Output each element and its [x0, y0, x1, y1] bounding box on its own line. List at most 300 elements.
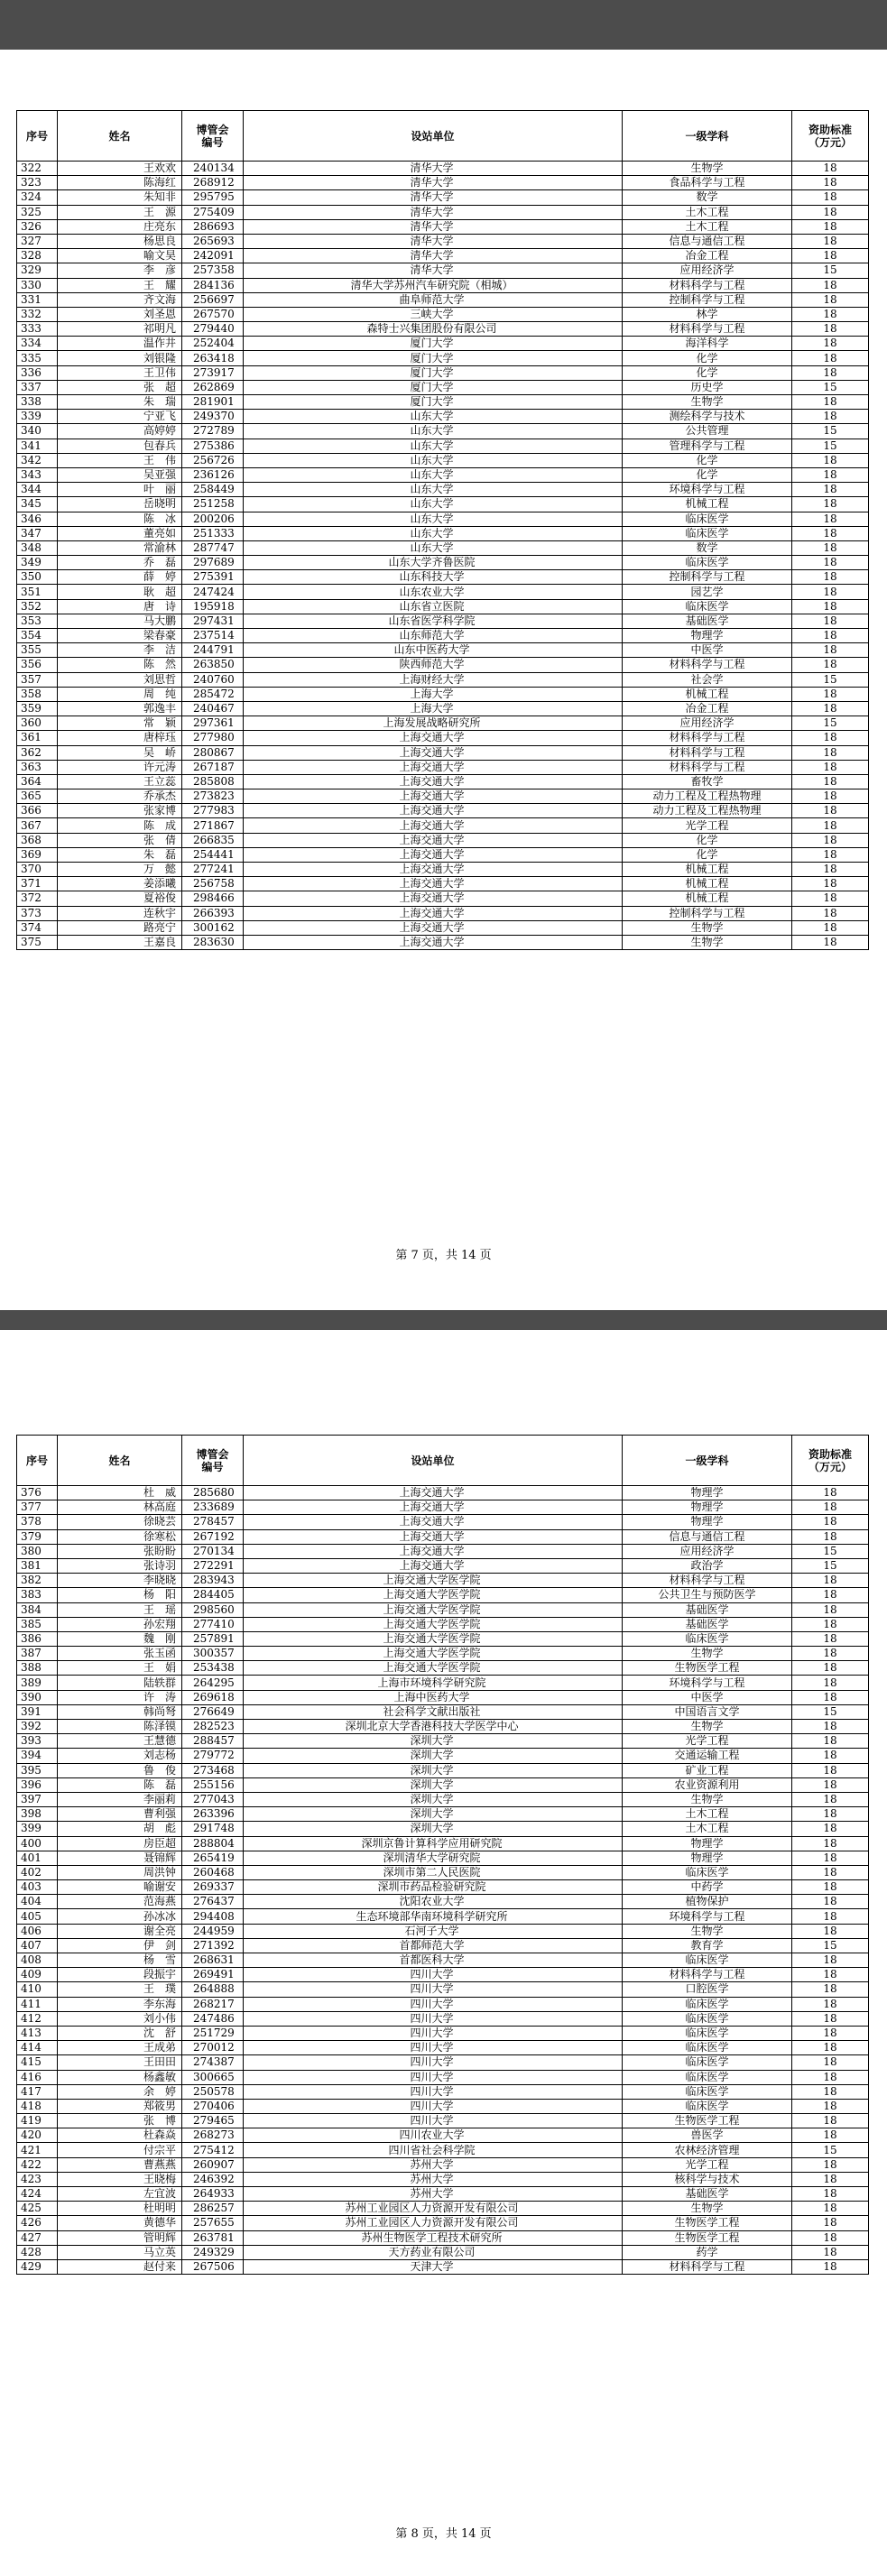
cell-unit: 苏州大学	[244, 2172, 623, 2186]
cell-index: 361	[17, 731, 58, 745]
cell-name: 唐梓珏	[58, 731, 182, 745]
cell-standard: 18	[792, 891, 869, 906]
cell-name: 韩尚弩	[58, 1704, 182, 1719]
cell-unit: 山东农业大学	[244, 585, 623, 599]
cell-unit: 四川大学	[244, 2011, 623, 2026]
cell-standard: 18	[792, 847, 869, 862]
cell-discipline: 机械工程	[623, 891, 792, 906]
cell-index: 394	[17, 1749, 58, 1763]
cell-name: 万 懿	[58, 863, 182, 877]
funding-table-page-8	[16, 1435, 869, 2275]
cell-name: 王 璞	[58, 1982, 182, 1997]
cell-index: 359	[17, 701, 58, 716]
cell-index: 349	[17, 556, 58, 570]
cell-standard: 18	[792, 249, 869, 263]
cell-standard: 18	[792, 789, 869, 804]
cell-index: 384	[17, 1602, 58, 1617]
cell-number: 300357	[182, 1647, 244, 1661]
table-row	[17, 1895, 869, 1909]
cell-discipline: 土木工程	[623, 219, 792, 234]
cell-discipline: 物理学	[623, 1500, 792, 1515]
cell-discipline: 环境科学与工程	[623, 483, 792, 497]
cell-standard: 18	[792, 2230, 869, 2245]
cell-name: 王 源	[58, 205, 182, 219]
header-standard-text: 资助标准 （万元）	[808, 123, 852, 149]
cell-standard: 15	[792, 380, 869, 394]
cell-name: 郑筱男	[58, 2099, 182, 2113]
header-unit: 设站单位	[244, 111, 623, 162]
cell-number: 249370	[182, 410, 244, 424]
table-row	[17, 935, 869, 949]
cell-discipline: 生物学	[623, 1924, 792, 1938]
cell-standard: 18	[792, 1661, 869, 1676]
cell-name: 孙宏翔	[58, 1617, 182, 1631]
cell-name: 王晓梅	[58, 2172, 182, 2186]
cell-index: 383	[17, 1588, 58, 1602]
cell-standard: 18	[792, 2172, 869, 2186]
table-row	[17, 672, 869, 687]
cell-name: 刘思哲	[58, 672, 182, 687]
cell-name: 张 超	[58, 380, 182, 394]
table-row	[17, 1953, 869, 1968]
cell-index: 410	[17, 1982, 58, 1997]
cell-discipline: 口腔医学	[623, 1982, 792, 1997]
page-separator-bar	[0, 1310, 887, 1330]
cell-discipline: 化学	[623, 365, 792, 380]
cell-name: 唐 诗	[58, 599, 182, 614]
cell-discipline: 管理科学与工程	[623, 439, 792, 453]
table-row	[17, 629, 869, 643]
cell-discipline: 生物学	[623, 395, 792, 410]
cell-name: 王 瑶	[58, 1602, 182, 1617]
table-row	[17, 1807, 869, 1822]
cell-standard: 18	[792, 540, 869, 555]
cell-name: 陈 然	[58, 658, 182, 672]
table-row	[17, 2128, 869, 2143]
cell-discipline: 机械工程	[623, 877, 792, 891]
cell-standard: 18	[792, 292, 869, 307]
cell-number: 270406	[182, 2099, 244, 2113]
table-row	[17, 1588, 869, 1602]
cell-unit: 山东大学	[244, 540, 623, 555]
table-row	[17, 512, 869, 526]
table-row	[17, 278, 869, 292]
table-row	[17, 2099, 869, 2113]
table-row	[17, 1865, 869, 1879]
cell-number: 298466	[182, 891, 244, 906]
cell-index: 427	[17, 2230, 58, 2245]
table-row	[17, 540, 869, 555]
cell-discipline: 冶金工程	[623, 701, 792, 716]
cell-number: 298560	[182, 1602, 244, 1617]
cell-discipline: 核科学与技术	[623, 2172, 792, 2186]
cell-name: 张 倩	[58, 833, 182, 847]
cell-discipline: 临床医学	[623, 1631, 792, 1646]
table-row	[17, 1617, 869, 1631]
cell-standard: 18	[792, 234, 869, 248]
table-row	[17, 2172, 869, 2186]
cell-discipline: 机械工程	[623, 497, 792, 512]
cell-standard: 18	[792, 1777, 869, 1792]
cell-standard: 15	[792, 2143, 869, 2157]
cell-unit: 四川大学	[244, 2055, 623, 2070]
cell-name: 齐文海	[58, 292, 182, 307]
cell-standard: 18	[792, 365, 869, 380]
cell-unit: 山东大学	[244, 526, 623, 540]
cell-name: 林高庭	[58, 1500, 182, 1515]
cell-standard: 18	[792, 1749, 869, 1763]
cell-number: 258449	[182, 483, 244, 497]
table-row	[17, 760, 869, 774]
cell-index: 386	[17, 1631, 58, 1646]
cell-index: 374	[17, 920, 58, 935]
table-row	[17, 804, 869, 818]
table-row	[17, 920, 869, 935]
cell-name: 张诗羽	[58, 1558, 182, 1573]
header-unit: 设站单位	[244, 1436, 623, 1486]
cell-unit: 苏州生物医学工程技术研究所	[244, 2230, 623, 2245]
cell-standard: 18	[792, 205, 869, 219]
cell-name: 刘小伟	[58, 2011, 182, 2026]
cell-unit: 厦门大学	[244, 365, 623, 380]
cell-name: 陈 冰	[58, 512, 182, 526]
cell-name: 鲁 俊	[58, 1763, 182, 1777]
table-row	[17, 774, 869, 789]
cell-index: 412	[17, 2011, 58, 2026]
cell-unit: 曲阜师范大学	[244, 292, 623, 307]
cell-standard: 18	[792, 2026, 869, 2040]
cell-standard: 18	[792, 1734, 869, 1749]
cell-discipline: 社会学	[623, 672, 792, 687]
table-row	[17, 1704, 869, 1719]
cell-standard: 18	[792, 322, 869, 337]
cell-index: 369	[17, 847, 58, 862]
cell-number: 263781	[182, 2230, 244, 2245]
cell-standard: 18	[792, 2128, 869, 2143]
cell-unit: 深圳市药品检验研究院	[244, 1880, 623, 1895]
cell-discipline: 土木工程	[623, 1822, 792, 1836]
cell-unit: 四川大学	[244, 2084, 623, 2099]
table-row	[17, 614, 869, 628]
table-row	[17, 1968, 869, 1982]
cell-number: 267192	[182, 1529, 244, 1544]
cell-unit: 四川大学	[244, 1968, 623, 1982]
cell-name: 连秋宇	[58, 906, 182, 920]
cell-name: 杨 阳	[58, 1588, 182, 1602]
cell-discipline: 生物学	[623, 1647, 792, 1661]
cell-discipline: 教育学	[623, 1938, 792, 1953]
cell-unit: 厦门大学	[244, 395, 623, 410]
cell-discipline: 生物医学工程	[623, 1661, 792, 1676]
cell-name: 路亮宁	[58, 920, 182, 935]
cell-name: 王嘉良	[58, 935, 182, 949]
cell-standard: 18	[792, 307, 869, 321]
cell-index: 356	[17, 658, 58, 672]
cell-index: 373	[17, 906, 58, 920]
cell-name: 余 婷	[58, 2084, 182, 2099]
cell-name: 陈 成	[58, 818, 182, 833]
cell-number: 249329	[182, 2245, 244, 2259]
cell-name: 张 博	[58, 2114, 182, 2128]
header-number	[182, 111, 244, 162]
cell-number: 284136	[182, 278, 244, 292]
cell-unit: 上海交通大学	[244, 1515, 623, 1529]
table-row	[17, 483, 869, 497]
cell-number: 265419	[182, 1851, 244, 1865]
cell-discipline: 生物学	[623, 920, 792, 935]
cell-name: 许元涛	[58, 760, 182, 774]
cell-standard: 18	[792, 512, 869, 526]
table-row	[17, 1720, 869, 1734]
cell-number: 277043	[182, 1792, 244, 1806]
cell-number: 285472	[182, 687, 244, 701]
table-row	[17, 2202, 869, 2216]
table-row	[17, 1631, 869, 1646]
cell-number: 277241	[182, 863, 244, 877]
cell-discipline: 生物学	[623, 1792, 792, 1806]
cell-discipline: 基础医学	[623, 614, 792, 628]
cell-index: 323	[17, 176, 58, 190]
cell-unit: 苏州大学	[244, 2187, 623, 2202]
cell-index: 368	[17, 833, 58, 847]
cell-standard: 18	[792, 1982, 869, 1997]
cell-number: 275386	[182, 439, 244, 453]
table-row	[17, 190, 869, 205]
table-row	[17, 1647, 869, 1661]
cell-discipline: 物理学	[623, 1851, 792, 1865]
cell-name: 王欢欢	[58, 162, 182, 176]
cell-discipline: 物理学	[623, 1515, 792, 1529]
cell-number: 275391	[182, 570, 244, 585]
cell-name: 杨思良	[58, 234, 182, 248]
table-row	[17, 2259, 869, 2274]
cell-discipline: 林学	[623, 307, 792, 321]
cell-unit: 上海财经大学	[244, 672, 623, 687]
cell-index: 366	[17, 804, 58, 818]
table-row	[17, 1500, 869, 1515]
cell-unit: 深圳大学	[244, 1734, 623, 1749]
cell-unit: 苏州工业园区人力资源开发有限公司	[244, 2202, 623, 2216]
cell-number: 255156	[182, 1777, 244, 1792]
cell-index: 413	[17, 2026, 58, 2040]
cell-index: 346	[17, 512, 58, 526]
cell-number: 244791	[182, 643, 244, 658]
cell-unit: 上海交通大学	[244, 891, 623, 906]
cell-standard: 18	[792, 877, 869, 891]
cell-index: 420	[17, 2128, 58, 2143]
table-header-row	[17, 111, 869, 162]
cell-index: 399	[17, 1822, 58, 1836]
table-row	[17, 1661, 869, 1676]
cell-index: 382	[17, 1574, 58, 1588]
cell-name: 杨鑫敏	[58, 2070, 182, 2084]
cell-discipline: 生物学	[623, 2202, 792, 2216]
cell-index: 365	[17, 789, 58, 804]
table-body-page-8	[17, 1486, 869, 2275]
cell-index: 353	[17, 614, 58, 628]
table-row	[17, 2055, 869, 2070]
cell-unit: 上海交通大学	[244, 1529, 623, 1544]
cell-standard: 18	[792, 2055, 869, 2070]
cell-index: 414	[17, 2041, 58, 2055]
table-row	[17, 351, 869, 365]
cell-discipline: 应用经济学	[623, 263, 792, 278]
cell-number: 276437	[182, 1895, 244, 1909]
cell-standard: 18	[792, 745, 869, 760]
cell-number: 266835	[182, 833, 244, 847]
cell-name: 陆轶群	[58, 1676, 182, 1690]
cell-discipline: 数学	[623, 190, 792, 205]
cell-number: 275409	[182, 205, 244, 219]
cell-discipline: 政治学	[623, 1558, 792, 1573]
table-row	[17, 556, 869, 570]
cell-unit: 四川农业大学	[244, 2128, 623, 2143]
cell-name: 王卫伟	[58, 365, 182, 380]
table-row	[17, 1924, 869, 1938]
cell-index: 331	[17, 292, 58, 307]
cell-number: 233689	[182, 1500, 244, 1515]
cell-standard: 18	[792, 2245, 869, 2259]
cell-discipline: 公共管理	[623, 424, 792, 439]
cell-unit: 上海交通大学	[244, 818, 623, 833]
cell-index: 421	[17, 2143, 58, 2157]
cell-discipline: 信息与通信工程	[623, 1529, 792, 1544]
header-name: 姓名	[58, 1436, 182, 1486]
table-row	[17, 162, 869, 176]
cell-number: 295795	[182, 190, 244, 205]
cell-number: 267570	[182, 307, 244, 321]
cell-unit: 上海大学	[244, 687, 623, 701]
cell-unit: 上海交通大学	[244, 877, 623, 891]
cell-discipline: 海洋科学	[623, 337, 792, 351]
cell-name: 段振宇	[58, 1968, 182, 1982]
cell-unit: 山东大学	[244, 467, 623, 482]
cell-unit: 上海交通大学	[244, 847, 623, 862]
cell-discipline: 动力工程及工程热物理	[623, 804, 792, 818]
cell-unit: 上海交通大学	[244, 1558, 623, 1573]
table-row	[17, 234, 869, 248]
cell-standard: 18	[792, 1807, 869, 1822]
cell-standard: 15	[792, 1704, 869, 1719]
cell-name: 温作井	[58, 337, 182, 351]
cell-unit: 四川省社会科学院	[244, 2143, 623, 2157]
cell-name: 周洪钟	[58, 1865, 182, 1879]
cell-name: 乔承杰	[58, 789, 182, 804]
table-row	[17, 2143, 869, 2157]
cell-standard: 18	[792, 1997, 869, 2011]
cell-number: 252404	[182, 337, 244, 351]
cell-unit: 上海交通大学医学院	[244, 1661, 623, 1676]
cell-standard: 18	[792, 2041, 869, 2055]
cell-number: 246392	[182, 2172, 244, 2186]
header-name: 姓名	[58, 111, 182, 162]
header-standard-text: 资助标准 （万元）	[808, 1447, 852, 1473]
cell-name: 曹利强	[58, 1807, 182, 1822]
cell-discipline: 临床医学	[623, 2055, 792, 2070]
cell-number: 247424	[182, 585, 244, 599]
cell-standard: 18	[792, 1631, 869, 1646]
cell-number: 264933	[182, 2187, 244, 2202]
cell-index: 406	[17, 1924, 58, 1938]
cell-number: 269491	[182, 1968, 244, 1982]
cell-index: 341	[17, 439, 58, 453]
cell-unit: 清华大学	[244, 162, 623, 176]
table-row	[17, 1574, 869, 1588]
cell-number: 275412	[182, 2143, 244, 2157]
cell-discipline: 历史学	[623, 380, 792, 394]
cell-discipline: 临床医学	[623, 2084, 792, 2099]
table-row	[17, 599, 869, 614]
cell-number: 257655	[182, 2216, 244, 2230]
cell-discipline: 环境科学与工程	[623, 1676, 792, 1690]
cell-index: 324	[17, 190, 58, 205]
cell-discipline: 应用经济学	[623, 1544, 792, 1558]
cell-number: 265693	[182, 234, 244, 248]
cell-discipline: 环境科学与工程	[623, 1909, 792, 1924]
cell-unit: 四川大学	[244, 2099, 623, 2113]
cell-number: 272789	[182, 424, 244, 439]
table-row	[17, 2041, 869, 2055]
header-standard	[792, 111, 869, 162]
cell-standard: 15	[792, 1558, 869, 1573]
cell-discipline: 化学	[623, 467, 792, 482]
cell-unit: 上海交通大学医学院	[244, 1647, 623, 1661]
cell-standard: 18	[792, 1880, 869, 1895]
cell-number: 251258	[182, 497, 244, 512]
cell-index: 355	[17, 643, 58, 658]
cell-index: 407	[17, 1938, 58, 1953]
cell-index: 339	[17, 410, 58, 424]
cell-standard: 18	[792, 585, 869, 599]
table-row	[17, 453, 869, 467]
cell-name: 黄德华	[58, 2216, 182, 2230]
cell-discipline: 控制科学与工程	[623, 906, 792, 920]
cell-index: 403	[17, 1880, 58, 1895]
cell-index: 401	[17, 1851, 58, 1865]
cell-standard: 18	[792, 1647, 869, 1661]
cell-standard: 18	[792, 410, 869, 424]
cell-number: 297361	[182, 716, 244, 731]
cell-number: 263396	[182, 1807, 244, 1822]
table-row	[17, 410, 869, 424]
cell-discipline: 基础医学	[623, 2187, 792, 2202]
table-row	[17, 1938, 869, 1953]
cell-name: 喻谢安	[58, 1880, 182, 1895]
table-row	[17, 307, 869, 321]
cell-unit: 清华大学	[244, 234, 623, 248]
cell-unit: 上海交通大学	[244, 906, 623, 920]
cell-unit: 清华大学	[244, 249, 623, 263]
cell-discipline: 物理学	[623, 1486, 792, 1500]
cell-index: 344	[17, 483, 58, 497]
cell-unit: 清华大学	[244, 219, 623, 234]
cell-discipline: 物理学	[623, 1836, 792, 1851]
cell-standard: 18	[792, 687, 869, 701]
cell-standard: 18	[792, 1617, 869, 1631]
cell-discipline: 机械工程	[623, 687, 792, 701]
cell-unit: 厦门大学	[244, 337, 623, 351]
table-row	[17, 687, 869, 701]
cell-discipline: 生物医学工程	[623, 2230, 792, 2245]
cell-unit: 深圳京鲁计算科学应用研究院	[244, 1836, 623, 1851]
cell-name: 夏裕俊	[58, 891, 182, 906]
cell-number: 267506	[182, 2259, 244, 2274]
cell-standard: 18	[792, 1822, 869, 1836]
cell-standard: 15	[792, 424, 869, 439]
cell-discipline: 临床医学	[623, 2026, 792, 2040]
cell-unit: 上海交通大学医学院	[244, 1631, 623, 1646]
cell-unit: 山东大学	[244, 453, 623, 467]
